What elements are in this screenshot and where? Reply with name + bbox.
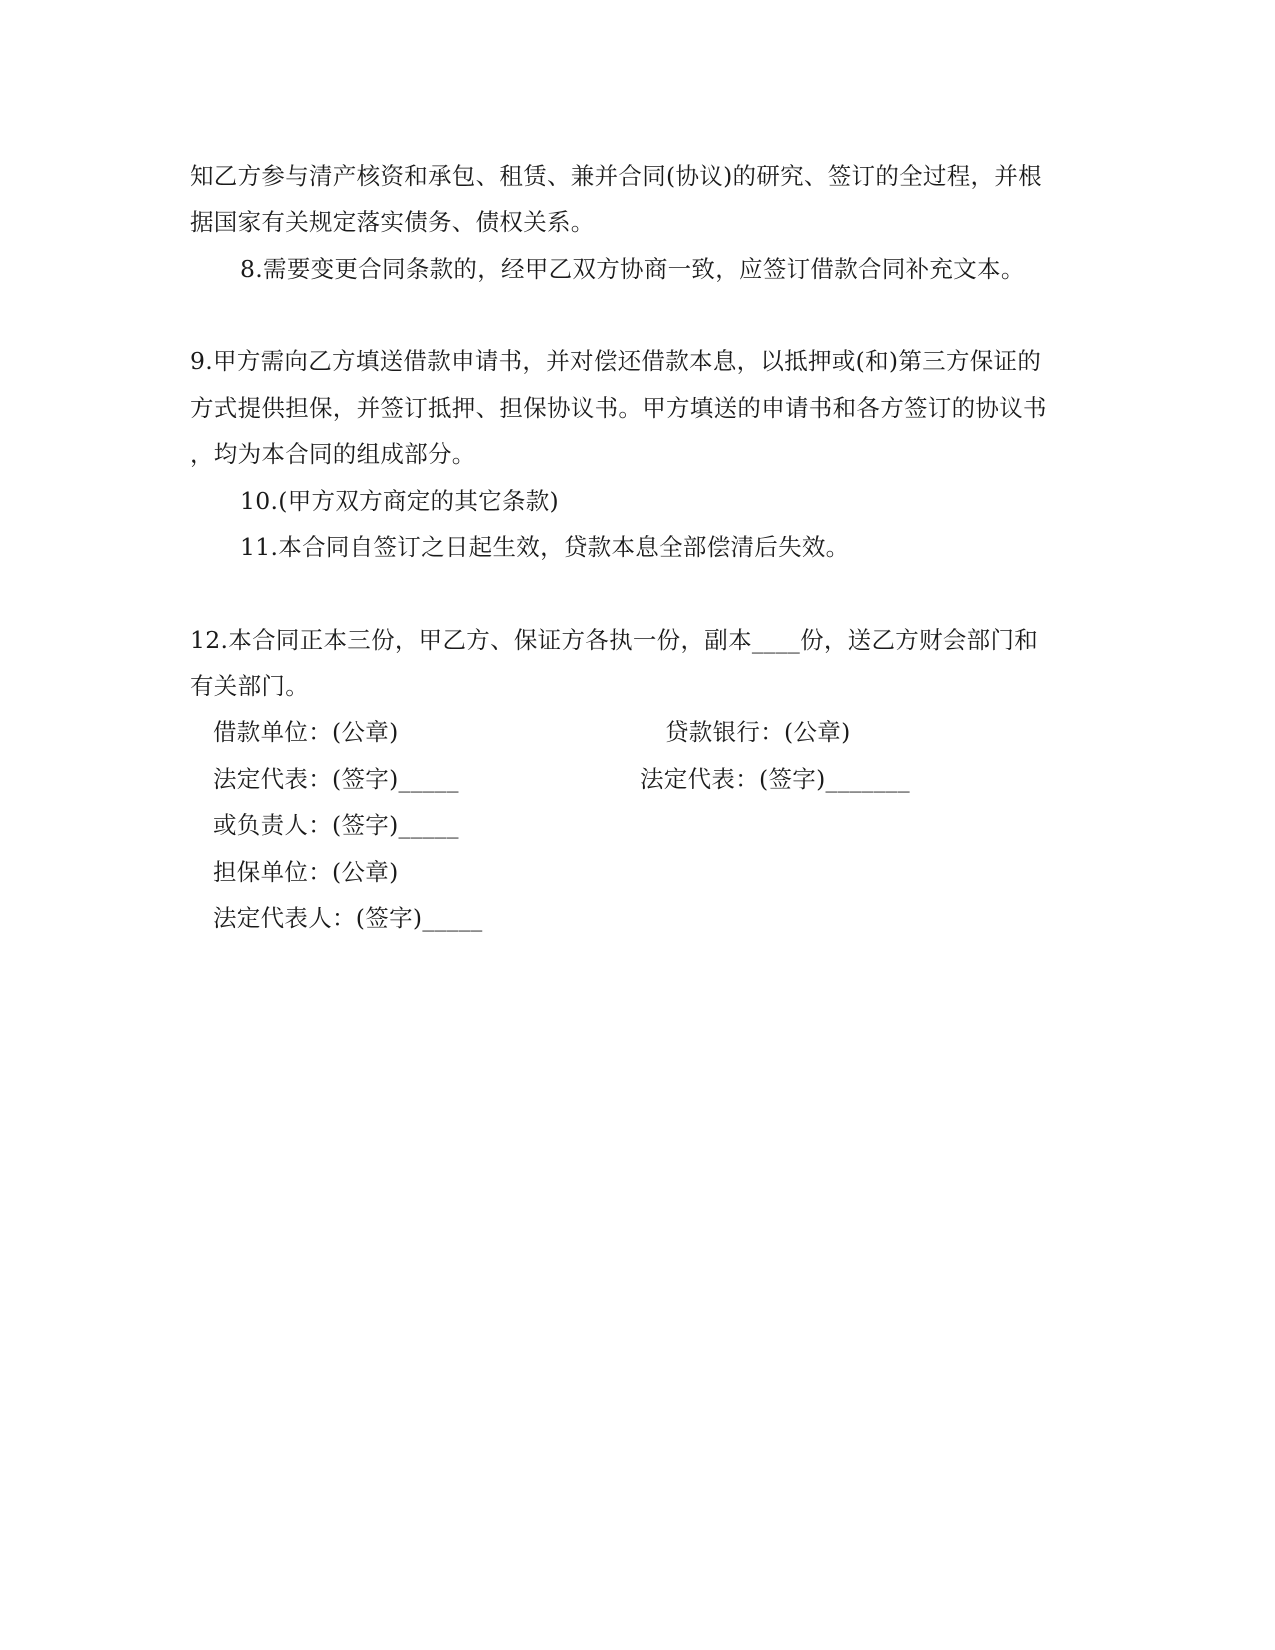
lender-bank-label: 贷款银行：(公章) <box>665 718 851 746</box>
paragraph-10: 10.(甲方双方商定的其它条款) <box>240 487 560 515</box>
guarantor-unit-label: 担保单位：(公章) <box>213 858 399 886</box>
paragraph-12-line-1: 12.本合同正本三份，甲乙方、保证方各执一份，副本____份，送乙方财会部门和 <box>190 626 1039 654</box>
paragraph-12-line-2: 有关部门。 <box>190 672 309 700</box>
lender-legal-rep-field: 法定代表：(签字)_______ <box>640 765 910 793</box>
borrower-unit-label: 借款单位：(公章) <box>213 718 399 746</box>
paragraph-7-line-2: 据国家有关规定落实债务、债权关系。 <box>190 208 595 236</box>
paragraph-9-line-1: 9.甲方需向乙方填送借款申请书，并对偿还借款本息，以抵押或(和)第三方保证的 <box>190 347 1042 375</box>
paragraph-9-line-3: ，均为本合同的组成部分。 <box>190 440 476 468</box>
paragraph-8: 8.需要变更合同条款的，经甲乙双方协商一致，应签订借款合同补充文本。 <box>240 255 1025 283</box>
paragraph-11: 11.本合同自签订之日起生效，贷款本息全部偿清后失效。 <box>240 533 850 561</box>
guarantor-legal-rep-field: 法定代表人：(签字)_____ <box>213 904 483 932</box>
paragraph-9-line-2: 方式提供担保，并签订抵押、担保协议书。甲方填送的申请书和各方签订的协议书 <box>190 394 1047 422</box>
borrower-legal-rep-field: 法定代表：(签字)_____ <box>213 765 459 793</box>
borrower-responsible-field: 或负责人：(签字)_____ <box>213 811 459 839</box>
paragraph-7-line-1: 知乙方参与清产核资和承包、租赁、兼并合同(协议)的研究、签订的全过程，并根 <box>190 162 1042 190</box>
